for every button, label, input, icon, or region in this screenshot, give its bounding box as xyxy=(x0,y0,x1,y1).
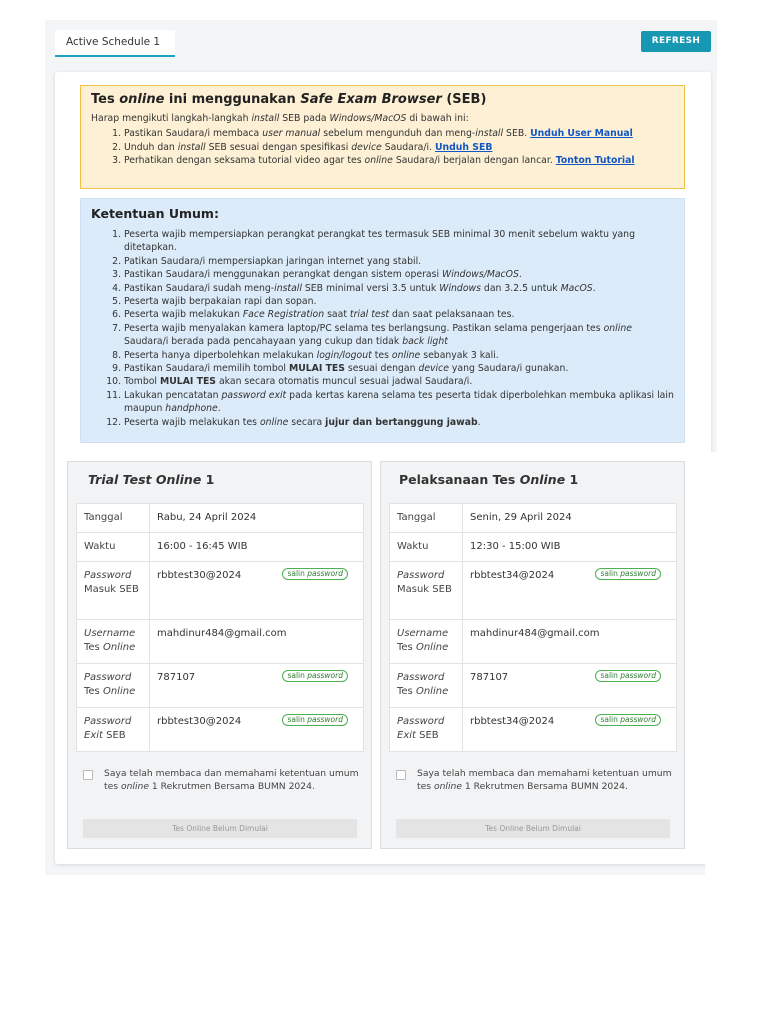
table-row xyxy=(390,664,677,708)
seb-step: 3. Perhatikan dengan seksama tutorial video agar tes online Saudara/i berjalan dengan lancar. Tonton Tutorial xyxy=(124,154,674,168)
password-exit-cell xyxy=(463,708,677,752)
seb-step: 1. Pastikan Saudara/i membaca user manual sebelum mengunduh dan meng-install SEB. Unduh User Manual xyxy=(124,127,674,141)
download-manual-link[interactable]: Unduh User Manual xyxy=(530,128,633,139)
rule-item: 5. Peserta wajib berpakaian rapi dan sopan. xyxy=(124,295,674,308)
trial-test-title: Trial Test Online 1 xyxy=(88,472,215,487)
password-seb-cell xyxy=(150,562,364,620)
start-test-button[interactable]: Tes Online Belum Dimulai xyxy=(396,819,670,838)
copy-password-button[interactable]: salin password xyxy=(282,714,348,726)
seb-notice-intro: Harap mengikuti langkah-langkah install SEB pada Windows/MacOS di bawah ini: xyxy=(91,113,469,124)
rule-item: 7. Peserta wajib menyalakan kamera laptop/PC selama tes berlangsung. Pastikan selama pengerjaan tes online Saudara/i berada pada pencahayaan yang cukup dan tidak back light xyxy=(124,322,674,349)
trial-test-panel xyxy=(67,461,372,849)
exam-panel xyxy=(380,461,685,849)
password-tes-value: 787107 xyxy=(157,672,196,683)
table-row xyxy=(390,562,677,620)
table-row xyxy=(77,620,364,664)
copy-password-button[interactable]: salin password xyxy=(595,568,661,580)
exam-table xyxy=(389,503,677,752)
table-row xyxy=(390,708,677,752)
rule-item: 3. Pastikan Saudara/i menggunakan perangkat dengan sistem operasi Windows/MacOS. xyxy=(124,268,674,281)
password-seb-label: Password Masuk SEB xyxy=(390,562,463,620)
background-strip xyxy=(705,452,725,882)
rule-item: 2. Patikan Saudara/i mempersiapkan jaringan internet yang stabil. xyxy=(124,255,674,268)
password-exit-label: Password Exit SEB xyxy=(77,708,150,752)
password-seb-value: rbbtest34@2024 xyxy=(470,570,555,581)
exam-title: Pelaksanaan Tes Online 1 xyxy=(399,472,579,487)
password-seb-value: rbbtest30@2024 xyxy=(157,570,242,581)
general-rules-title: Ketentuan Umum: xyxy=(91,206,219,221)
watch-tutorial-link[interactable]: Tonton Tutorial xyxy=(555,155,635,166)
username-value: mahdinur484@gmail.com xyxy=(150,620,364,664)
agree-checkbox[interactable] xyxy=(83,770,93,780)
agree-terms xyxy=(396,767,676,794)
rule-item: 6. Peserta wajib melakukan Face Registration saat trial test dan saat pelaksanaan tes. xyxy=(124,308,674,321)
waktu-label: Waktu xyxy=(77,533,150,562)
password-exit-cell xyxy=(150,708,364,752)
agree-terms xyxy=(83,767,363,794)
rule-item: 4. Pastikan Saudara/i sudah meng-install SEB minimal versi 3.5 untuk Windows dan 3.2.5 untuk MacOS. xyxy=(124,282,674,295)
copy-password-button[interactable]: salin password xyxy=(595,670,661,682)
password-seb-label: Password Masuk SEB xyxy=(77,562,150,620)
username-label: Username Tes Online xyxy=(390,620,463,664)
password-exit-label: Password Exit SEB xyxy=(390,708,463,752)
username-value: mahdinur484@gmail.com xyxy=(463,620,677,664)
tanggal-value: Senin, 29 April 2024 xyxy=(463,504,677,533)
password-exit-value: rbbtest34@2024 xyxy=(470,716,555,727)
rule-item: 8. Peserta hanya diperbolehkan melakukan login/logout tes online sebanyak 3 kali. xyxy=(124,349,674,362)
table-row xyxy=(390,504,677,533)
password-tes-label: Password Tes Online xyxy=(77,664,150,708)
rule-item: 12. Peserta wajib melakukan tes online secara jujur dan bertanggung jawab. xyxy=(124,416,674,429)
trial-test-table xyxy=(76,503,364,752)
tanggal-value: Rabu, 24 April 2024 xyxy=(150,504,364,533)
copy-password-button[interactable]: salin password xyxy=(282,670,348,682)
rule-item: 1. Peserta wajib mempersiapkan perangkat perangkat tes termasuk SEB minimal 30 menit sebelum waktu yang ditetapkan. xyxy=(124,228,674,255)
table-row xyxy=(77,504,364,533)
password-tes-cell xyxy=(463,664,677,708)
rules-list xyxy=(91,228,674,429)
agree-checkbox[interactable] xyxy=(396,770,406,780)
copy-password-button[interactable]: salin password xyxy=(282,568,348,580)
seb-notice-title: Tes online ini menggunakan Safe Exam Browser (SEB) xyxy=(91,92,487,107)
seb-notice xyxy=(80,85,685,189)
start-test-button[interactable]: Tes Online Belum Dimulai xyxy=(83,819,357,838)
table-row xyxy=(77,533,364,562)
rule-item: 11. Lakukan pencatatan password exit pada kertas karena selama tes peserta tidak diperbolehkan membuka aplikasi lain maupun handphone. xyxy=(124,389,674,416)
seb-steps xyxy=(91,127,674,168)
agree-label: Saya telah membaca dan memahami ketentuan umum tes online 1 Rekrutmen Bersama BUMN 2024. xyxy=(417,768,672,793)
password-exit-value: rbbtest30@2024 xyxy=(157,716,242,727)
tab-active-schedule[interactable]: Active Schedule 1 xyxy=(55,30,175,57)
table-row xyxy=(77,708,364,752)
download-seb-link[interactable]: Unduh SEB xyxy=(434,141,493,153)
agree-label: Saya telah membaca dan memahami ketentuan umum tes online 1 Rekrutmen Bersama BUMN 2024. xyxy=(104,768,359,793)
username-label: Username Tes Online xyxy=(77,620,150,664)
password-seb-cell xyxy=(463,562,677,620)
tanggal-label: Tanggal xyxy=(77,504,150,533)
waktu-label: Waktu xyxy=(390,533,463,562)
general-rules xyxy=(80,198,685,443)
password-tes-value: 787107 xyxy=(470,672,509,683)
password-tes-label: Password Tes Online xyxy=(390,664,463,708)
rule-item: 10. Tombol MULAI TES akan secara otomatis muncul sesuai jadwal Saudara/i. xyxy=(124,375,674,388)
rule-item: 9. Pastikan Saudara/i memilih tombol MULAI TES sesuai dengan device yang Saudara/i gunakan. xyxy=(124,362,674,375)
waktu-value: 16:00 - 16:45 WIB xyxy=(150,533,364,562)
table-row xyxy=(77,664,364,708)
table-row xyxy=(390,533,677,562)
waktu-value: 12:30 - 15:00 WIB xyxy=(463,533,677,562)
refresh-button[interactable]: REFRESH xyxy=(641,31,711,52)
table-row xyxy=(390,620,677,664)
password-tes-cell xyxy=(150,664,364,708)
tanggal-label: Tanggal xyxy=(390,504,463,533)
table-row xyxy=(77,562,364,620)
seb-step: 2. Unduh dan install SEB sesuai dengan spesifikasi device Saudara/i. Unduh SEB xyxy=(124,141,674,155)
copy-password-button[interactable]: salin password xyxy=(595,714,661,726)
